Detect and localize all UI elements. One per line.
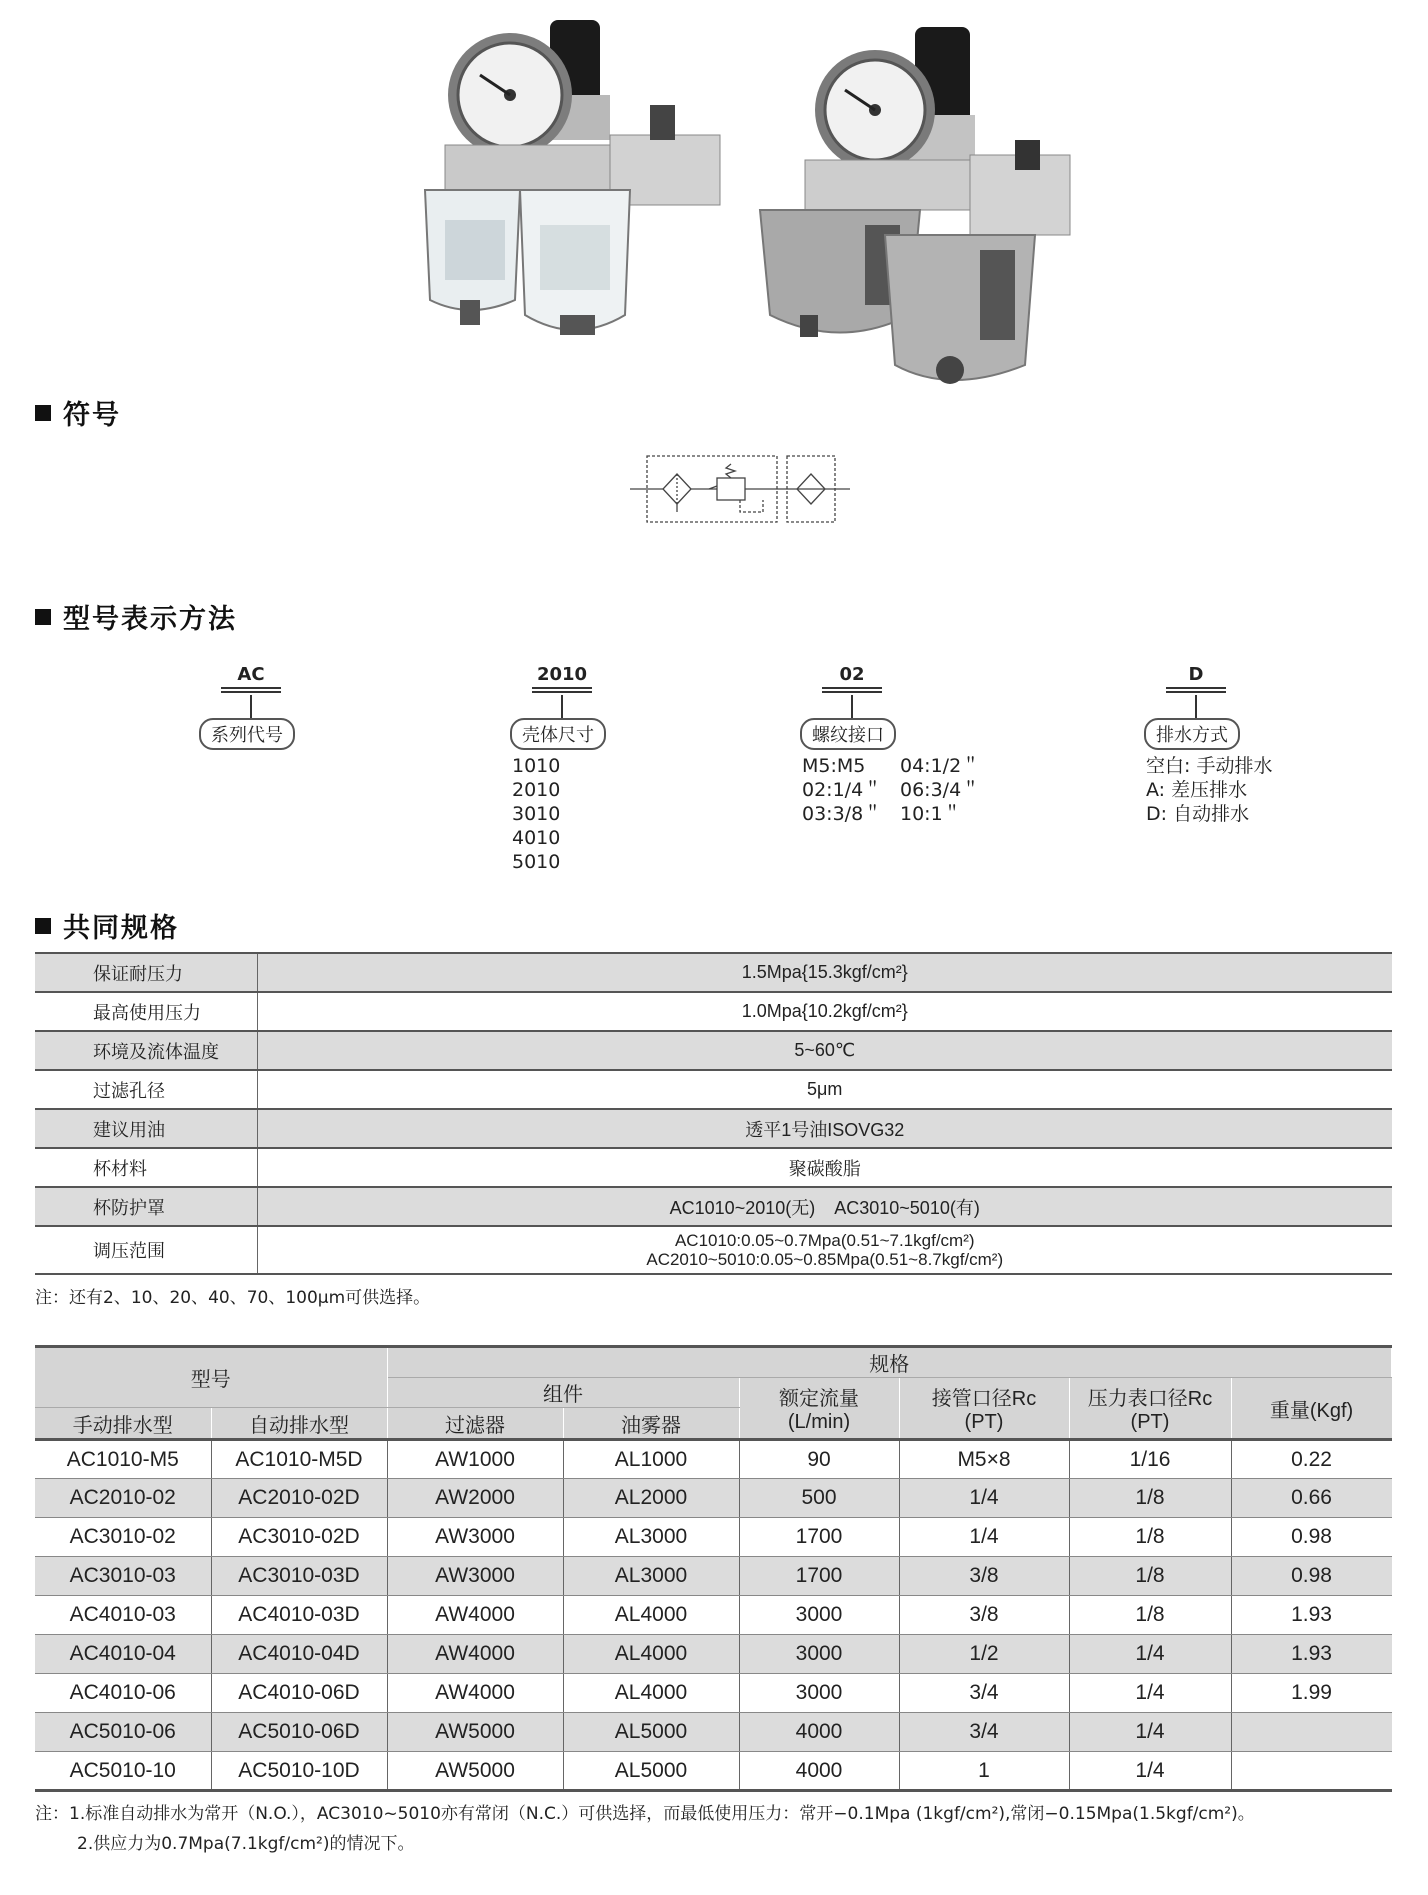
header-gauge — [1069, 1378, 1231, 1440]
header-gauge-label: 压力表口径Rc — [1087, 1388, 1213, 1410]
option-item: 02:1/4＂ — [802, 779, 883, 801]
cell-flow: 4000 — [739, 1713, 899, 1752]
table-row — [35, 1440, 1392, 1479]
cell-manual-model: AC4010-04 — [35, 1635, 211, 1674]
cell-manual-model: AC2010-02 — [35, 1479, 211, 1518]
cell-manual-model: AC4010-03 — [35, 1596, 211, 1635]
header-port-unit: (PT) — [964, 1411, 1004, 1433]
cell-manual-model: AC1010-M5 — [35, 1440, 211, 1479]
header-port-label: 接管口径Rc — [931, 1388, 1037, 1410]
option-list — [1146, 754, 1272, 826]
cell-gauge: 1/8 — [1069, 1518, 1231, 1557]
cell-port: 3/8 — [899, 1596, 1069, 1635]
spec-value: 5~60℃ — [257, 1031, 1392, 1070]
cell-auto-model: AC3010-02D — [211, 1518, 387, 1557]
connector-line — [851, 695, 853, 719]
spec-value-line: AC1010:0.05~0.7Mpa(0.51~7.1kgf/cm²) — [674, 1231, 975, 1250]
model-code: D — [1166, 664, 1226, 689]
square-bullet-icon — [35, 609, 51, 625]
cell-filter: AW2000 — [387, 1479, 563, 1518]
connector-line — [1195, 695, 1197, 719]
section-heading-common-specs — [35, 906, 179, 945]
spec-label: 调压范围 — [35, 1226, 257, 1274]
square-bullet-icon — [35, 918, 51, 934]
table-row — [35, 1752, 1392, 1791]
cell-flow: 4000 — [739, 1752, 899, 1791]
cell-manual-model: AC4010-06 — [35, 1674, 211, 1713]
header-flow — [739, 1378, 899, 1440]
header-filter: 过滤器 — [387, 1408, 563, 1440]
table-row — [35, 1635, 1392, 1674]
model-spec-table — [35, 1345, 1392, 1792]
cell-lubricator: AL5000 — [563, 1752, 739, 1791]
model-part-thread — [802, 664, 1042, 825]
cell-filter: AW3000 — [387, 1518, 563, 1557]
header-gauge-unit: (PT) — [1130, 1411, 1170, 1433]
common-spec-table — [35, 952, 1392, 1275]
product-photo-clear-bowl — [400, 15, 730, 345]
cell-flow: 500 — [739, 1479, 899, 1518]
header-row — [35, 1347, 1392, 1378]
spec-label: 杯材料 — [35, 1148, 257, 1187]
spec-label: 杯防护罩 — [35, 1187, 257, 1226]
spec-value: 1.0Mpa{10.2kgf/cm²} — [257, 992, 1392, 1031]
cell-manual-model: AC5010-06 — [35, 1713, 211, 1752]
cell-gauge: 1/8 — [1069, 1479, 1231, 1518]
cell-flow: 3000 — [739, 1674, 899, 1713]
connector-line — [561, 695, 563, 719]
cell-auto-model: AC2010-02D — [211, 1479, 387, 1518]
spec-label: 过滤孔径 — [35, 1070, 257, 1109]
model-part-label: 螺纹接口 — [800, 718, 896, 750]
cell-filter: AW4000 — [387, 1635, 563, 1674]
cell-gauge: 1/4 — [1069, 1635, 1231, 1674]
option-item: 04:1/2＂ — [900, 755, 981, 777]
table-row — [35, 1479, 1392, 1518]
cell-filter: AW5000 — [387, 1752, 563, 1791]
table-row — [35, 1031, 1392, 1070]
spec-label: 最高使用压力 — [35, 992, 257, 1031]
cell-lubricator: AL1000 — [563, 1440, 739, 1479]
product-photo-metal-bowl — [745, 15, 1075, 395]
product-images — [0, 0, 1428, 390]
option-item: 4010 — [512, 827, 561, 849]
header-port — [899, 1378, 1069, 1440]
cell-gauge: 1/8 — [1069, 1596, 1231, 1635]
option-item: 空白: 手动排水 — [1146, 755, 1273, 777]
cell-flow: 90 — [739, 1440, 899, 1479]
square-bullet-icon — [35, 405, 51, 421]
model-code: AC — [221, 664, 281, 689]
cell-lubricator: AL4000 — [563, 1635, 739, 1674]
table-row — [35, 1109, 1392, 1148]
spec-label: 保证耐压力 — [35, 953, 257, 992]
cell-lubricator: AL2000 — [563, 1479, 739, 1518]
cell-weight: 0.98 — [1231, 1518, 1392, 1557]
cell-gauge: 1/8 — [1069, 1557, 1231, 1596]
header-spec: 规格 — [387, 1347, 1392, 1378]
model-table-body — [35, 1440, 1392, 1791]
cell-port: M5×8 — [899, 1440, 1069, 1479]
spec-value-line: AC2010~5010:0.05~0.85Mpa(0.51~8.7kgf/cm²) — [646, 1250, 1004, 1269]
cell-filter: AW4000 — [387, 1596, 563, 1635]
cell-filter: AW3000 — [387, 1557, 563, 1596]
cell-manual-model: AC3010-02 — [35, 1518, 211, 1557]
header-component: 组件 — [387, 1378, 739, 1408]
cell-lubricator: AL3000 — [563, 1557, 739, 1596]
table-row — [35, 1596, 1392, 1635]
cell-auto-model: AC3010-03D — [211, 1557, 387, 1596]
cell-weight: 0.66 — [1231, 1479, 1392, 1518]
cell-weight — [1231, 1713, 1392, 1752]
table-row — [35, 1226, 1392, 1274]
cell-port: 3/4 — [899, 1674, 1069, 1713]
cell-filter: AW1000 — [387, 1440, 563, 1479]
spec-value: AC1010~2010(无) AC3010~5010(有) — [257, 1187, 1392, 1226]
header-manual: 手动排水型 — [35, 1408, 211, 1440]
cell-flow: 3000 — [739, 1596, 899, 1635]
section-title: 共同规格 — [63, 913, 179, 944]
cell-filter: AW5000 — [387, 1713, 563, 1752]
option-item: 10:1＂ — [900, 803, 962, 825]
model-part-drain — [1146, 664, 1366, 825]
model-part-body-size — [512, 664, 712, 873]
option-item: 03:3/8＂ — [802, 803, 883, 825]
cell-weight — [1231, 1752, 1392, 1791]
table-row — [35, 1070, 1392, 1109]
cell-weight: 1.93 — [1231, 1635, 1392, 1674]
cell-lubricator: AL5000 — [563, 1713, 739, 1752]
header-flow-label: 额定流量 — [779, 1388, 859, 1410]
cell-gauge: 1/4 — [1069, 1713, 1231, 1752]
table-row — [35, 1187, 1392, 1226]
cell-auto-model: AC4010-03D — [211, 1596, 387, 1635]
section-heading-model-code — [35, 597, 237, 636]
cell-auto-model: AC1010-M5D — [211, 1440, 387, 1479]
cell-auto-model: AC4010-06D — [211, 1674, 387, 1713]
cell-port: 3/8 — [899, 1557, 1069, 1596]
spec-value-multiline — [257, 1226, 1392, 1274]
cell-auto-model: AC5010-06D — [211, 1713, 387, 1752]
model-part-label: 系列代号 — [199, 718, 295, 750]
table-row — [35, 1557, 1392, 1596]
option-item: A: 差压排水 — [1146, 779, 1248, 801]
cell-port: 3/4 — [899, 1713, 1069, 1752]
option-item: 06:3/4＂ — [900, 779, 981, 801]
header-flow-unit: (L/min) — [787, 1411, 851, 1433]
spec-value: 5μm — [257, 1070, 1392, 1109]
cell-gauge: 1/4 — [1069, 1752, 1231, 1791]
header-model: 型号 — [35, 1347, 387, 1408]
cell-port: 1 — [899, 1752, 1069, 1791]
table-row — [35, 1148, 1392, 1187]
cell-weight: 1.93 — [1231, 1596, 1392, 1635]
cell-port: 1/2 — [899, 1635, 1069, 1674]
cell-flow: 3000 — [739, 1635, 899, 1674]
spec-value: 透平1号油ISOVG32 — [257, 1109, 1392, 1148]
spec-value: 1.5Mpa{15.3kgf/cm²} — [257, 953, 1392, 992]
model-part-label: 排水方式 — [1144, 718, 1240, 750]
cell-filter: AW4000 — [387, 1674, 563, 1713]
connector-line — [250, 695, 252, 719]
option-item: 1010 — [512, 755, 561, 777]
cell-lubricator: AL4000 — [563, 1674, 739, 1713]
cell-flow: 1700 — [739, 1518, 899, 1557]
table-row — [35, 953, 1392, 992]
spec-label: 环境及流体温度 — [35, 1031, 257, 1070]
spec-label: 建议用油 — [35, 1109, 257, 1148]
cell-port: 1/4 — [899, 1518, 1069, 1557]
section-heading-symbol — [35, 393, 121, 432]
cell-manual-model: AC5010-10 — [35, 1752, 211, 1791]
option-list — [900, 754, 980, 826]
model-code: 2010 — [532, 664, 592, 689]
header-weight: 重量(Kgf) — [1231, 1378, 1392, 1440]
cell-gauge: 1/16 — [1069, 1440, 1231, 1479]
option-item: 3010 — [512, 803, 561, 825]
option-item: 5010 — [512, 851, 561, 873]
table-row — [35, 1518, 1392, 1557]
option-list — [802, 754, 882, 826]
common-spec-note: 注：还有2、10、20、40、70、100μm可供选择。 — [35, 1288, 431, 1308]
cell-auto-model: AC4010-04D — [211, 1635, 387, 1674]
option-list — [512, 754, 560, 874]
cell-weight: 1.99 — [1231, 1674, 1392, 1713]
spec-value: 聚碳酸脂 — [257, 1148, 1392, 1187]
section-title: 型号表示方法 — [63, 604, 237, 635]
footnote-1: 注：1.标准自动排水为常开（N.O.），AC3010~5010亦有常闭（N.C.）可供选择，而最低使用压力：常开−0.1Mpa (1kgf/cm²),常闭−0.15Mpa(1.5kgf/cm²)。 — [35, 1804, 1255, 1824]
cell-weight: 0.98 — [1231, 1557, 1392, 1596]
model-code: 02 — [822, 664, 882, 689]
footnote-2: 2.供应力为0.7Mpa(7.1kgf/cm²)的情况下。 — [77, 1834, 415, 1854]
header-lubricator: 油雾器 — [563, 1408, 739, 1440]
cell-gauge: 1/4 — [1069, 1674, 1231, 1713]
table-row — [35, 992, 1392, 1031]
cell-weight: 0.22 — [1231, 1440, 1392, 1479]
header-auto: 自动排水型 — [211, 1408, 387, 1440]
table-row — [35, 1713, 1392, 1752]
model-part-series — [211, 664, 401, 746]
pneumatic-symbol-diagram — [625, 450, 855, 530]
cell-flow: 1700 — [739, 1557, 899, 1596]
option-item: D: 自动排水 — [1146, 803, 1250, 825]
cell-port: 1/4 — [899, 1479, 1069, 1518]
cell-auto-model: AC5010-10D — [211, 1752, 387, 1791]
cell-lubricator: AL4000 — [563, 1596, 739, 1635]
section-title: 符号 — [63, 400, 121, 431]
option-item: 2010 — [512, 779, 561, 801]
model-part-label: 壳体尺寸 — [510, 718, 606, 750]
option-item: M5:M5 — [802, 755, 866, 777]
cell-manual-model: AC3010-03 — [35, 1557, 211, 1596]
cell-lubricator: AL3000 — [563, 1518, 739, 1557]
table-row — [35, 1674, 1392, 1713]
